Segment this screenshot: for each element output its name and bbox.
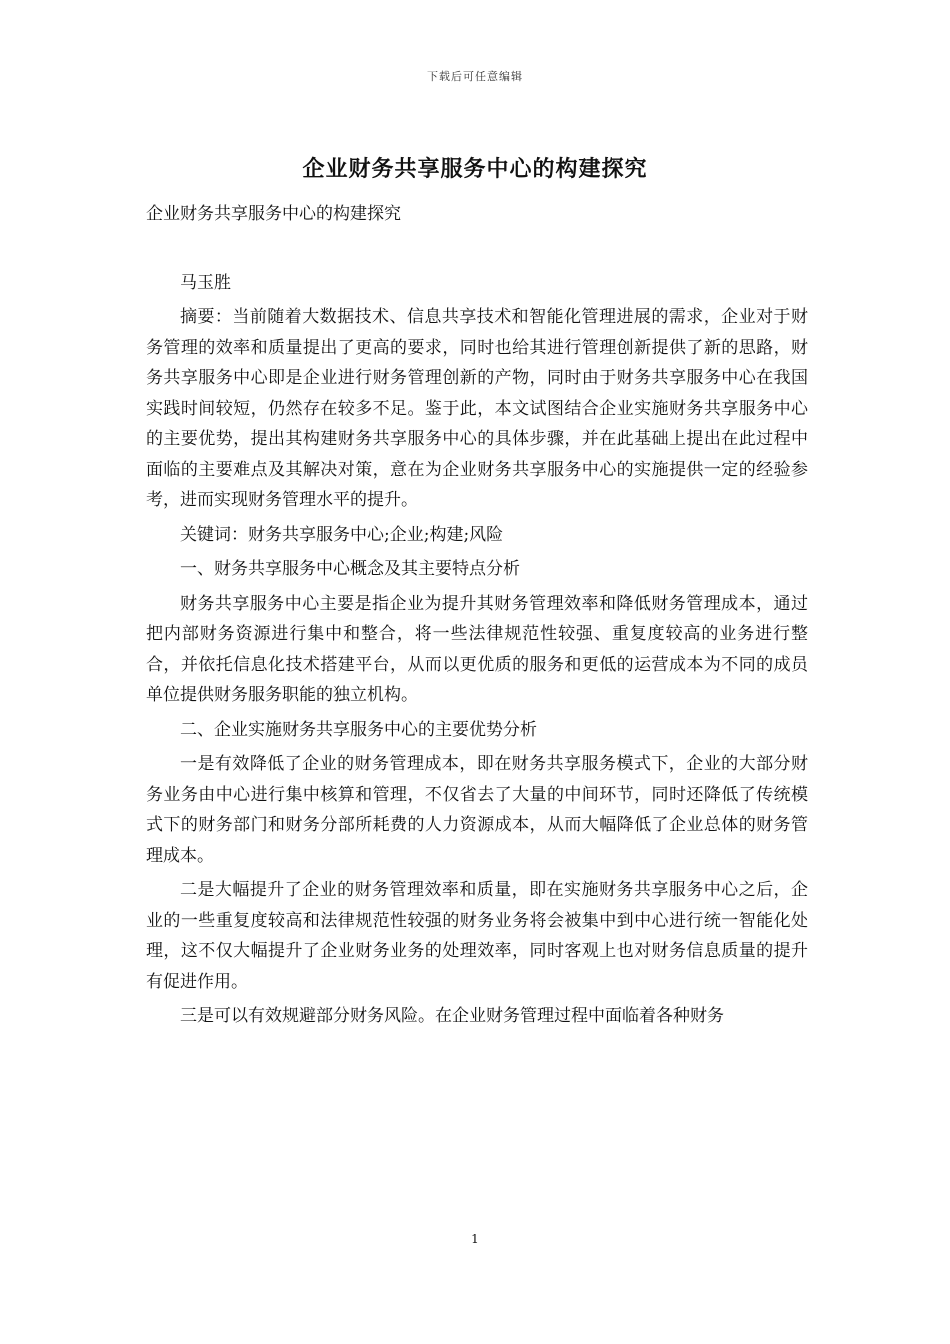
document-body <box>146 199 808 1032</box>
document-title: 企业财务共享服务中心的构建探究 <box>302 156 648 182</box>
body-paragraph: 三是可以有效规避部分财务风险。在企业财务管理过程中面临着各种财务 <box>180 1006 724 1026</box>
keywords-line: 关键词：财务共享服务中心;企业;构建;风险 <box>180 524 504 545</box>
author-line: 马玉胜 <box>180 272 231 293</box>
page-number: 1 <box>471 1232 479 1246</box>
section-heading-1: 一、财务共享服务中心概念及其主要特点分析 <box>180 559 520 579</box>
body-paragraph: 一是有效降低了企业的财务管理成本，即在财务共享服务模式下，企业的大部分财务业务由中心进行集中核算和管理，不仅省去了大量的中间环节，同时还降低了传统模式下的财务部门和财务分部所耗费的人力资源成本，从而大幅降低了企业总体的财务管理成本。 <box>146 754 808 866</box>
body-paragraph: 二是大幅提升了企业的财务管理效率和质量，即在实施财务共享服务中心之后，企业的一些重复度较高和法律规范性较强的财务业务将会被集中到中心进行统一智能化处理，这不仅大幅提升了企业财务业务的处理效率，同时客观上也对财务信息质量的提升有促进作用。 <box>146 880 808 992</box>
header-note: 下载后可任意编辑 <box>427 70 523 83</box>
section-heading-2: 二、企业实施财务共享服务中心的主要优势分析 <box>180 719 537 740</box>
body-paragraph: 财务共享服务中心主要是指企业为提升其财务管理效率和降低财务管理成本，通过把内部财务资源进行集中和整合，将一些法律规范性较强、重复度较高的业务进行整合，并依托信息化技术搭建平台，从而以更优质的服务和更低的运营成本为不同的成员单位提供财务服务职能的独立机构。 <box>146 593 808 705</box>
blank-line <box>146 230 808 268</box>
document-subtitle: 企业财务共享服务中心的构建探究 <box>146 204 401 224</box>
abstract-paragraph: 摘要：当前随着大数据技术、信息共享技术和智能化管理进展的需求，企业对于财务管理的效率和质量提出了更高的要求，同时也给其进行管理创新提供了新的思路，财务共享服务中心即是企业进行财务管理创新的产物，同时由于财务共享服务中心在我国实践时间较短，仍然存在较多不足。鉴于此，本文试图结合企业实施财务共享服务中心的主要优势，提出其构建财务共享服务中心的具体步骤，并在此基础上提出在此过程中面临的主要难点及其解决对策，意在为企业财务共享服务中心的实施提供一定的经验参考，进而实现财务管理水平的提升。 <box>146 307 808 510</box>
